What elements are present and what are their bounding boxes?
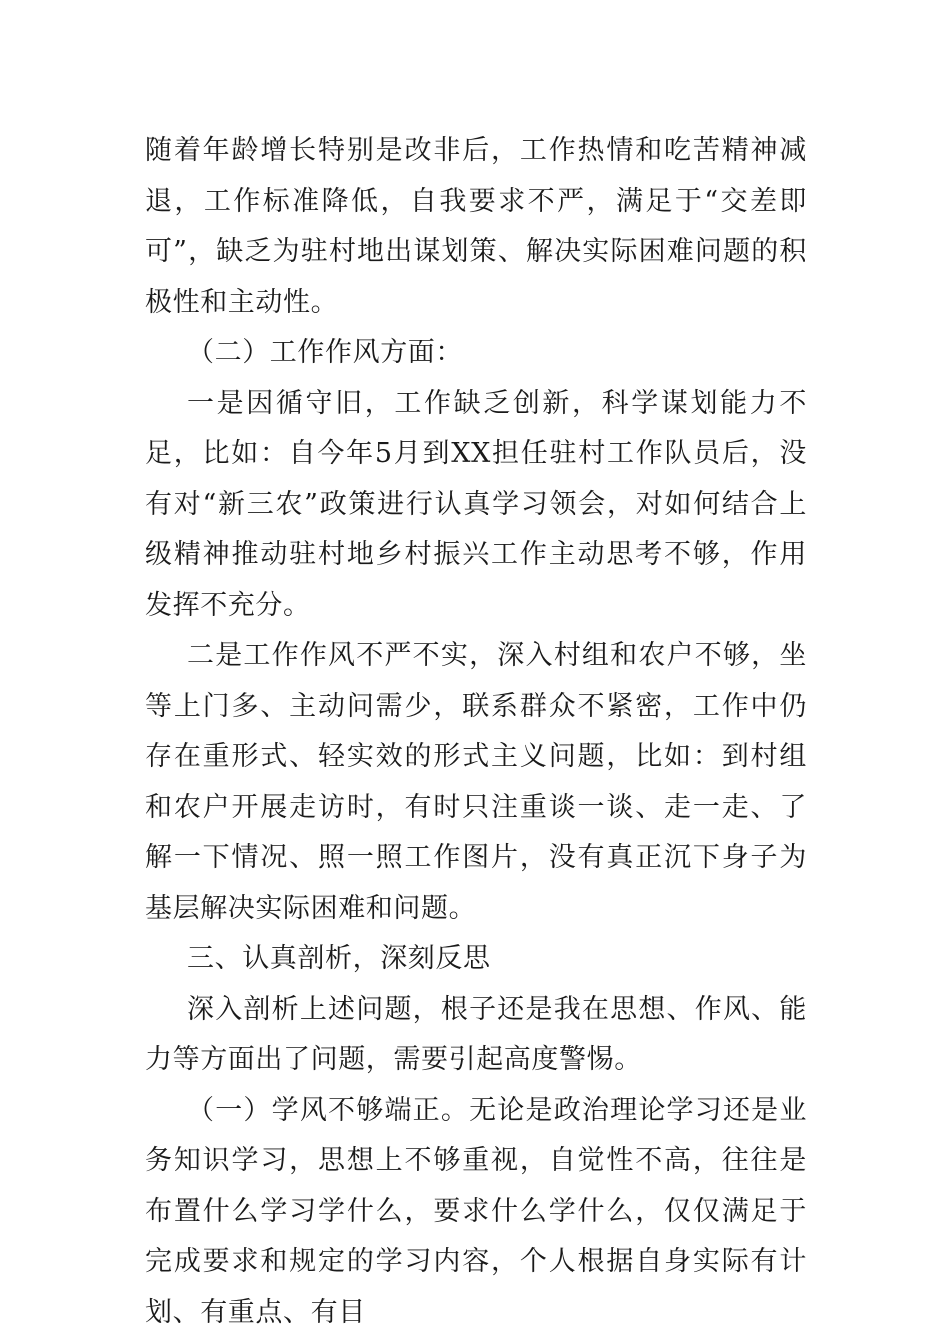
paragraph-point-one: 一是因循守旧，工作缺乏创新，科学谋划能力不足，比如：自今年5月到XX担任驻村工作队员后，没有对“新三农”政策进行认真学习领会，对如何结合上级精神推动驻村地乡村振兴工作主动思考不够，作用发挥不充分。 bbox=[145, 387, 807, 621]
paragraph-section-heading-analysis: 三、认真剖析，深刻反思 bbox=[187, 943, 491, 974]
paragraph-section-heading-work-style: （二）工作作风方面： bbox=[187, 337, 463, 368]
document-body bbox=[145, 126, 807, 1338]
paragraph-continued: 随着年龄增长特别是改非后，工作热情和吃苦精神减退，工作标准降低，自我要求不严，满足于“交差即可”，缺乏为驻村地出谋划策、解决实际困难问题的积极性和主动性。 bbox=[145, 135, 807, 318]
paragraph-study-style: （一）学风不够端正。无论是政治理论学习还是业务知识学习，思想上不够重视，自觉性不高，往往是布置什么学习学什么，要求什么学什么，仅仅满足于完成要求和规定的学习内容，个人根据自身实际有计划、有重点、有目 bbox=[145, 1094, 807, 1328]
paragraph-analysis-intro: 深入剖析上述问题，根子还是我在思想、作风、能力等方面出了问题，需要引起高度警惕。 bbox=[145, 993, 807, 1075]
paragraph-point-two: 二是工作作风不严不实，深入村组和农户不够，坐等上门多、主动问需少，联系群众不紧密，工作中仍存在重形式、轻实效的形式主义问题，比如：到村组和农户开展走访时，有时只注重谈一谈、走一走、了解一下情况、照一照工作图片，没有真正沉下身子为基层解决实际困难和问题。 bbox=[145, 640, 807, 924]
